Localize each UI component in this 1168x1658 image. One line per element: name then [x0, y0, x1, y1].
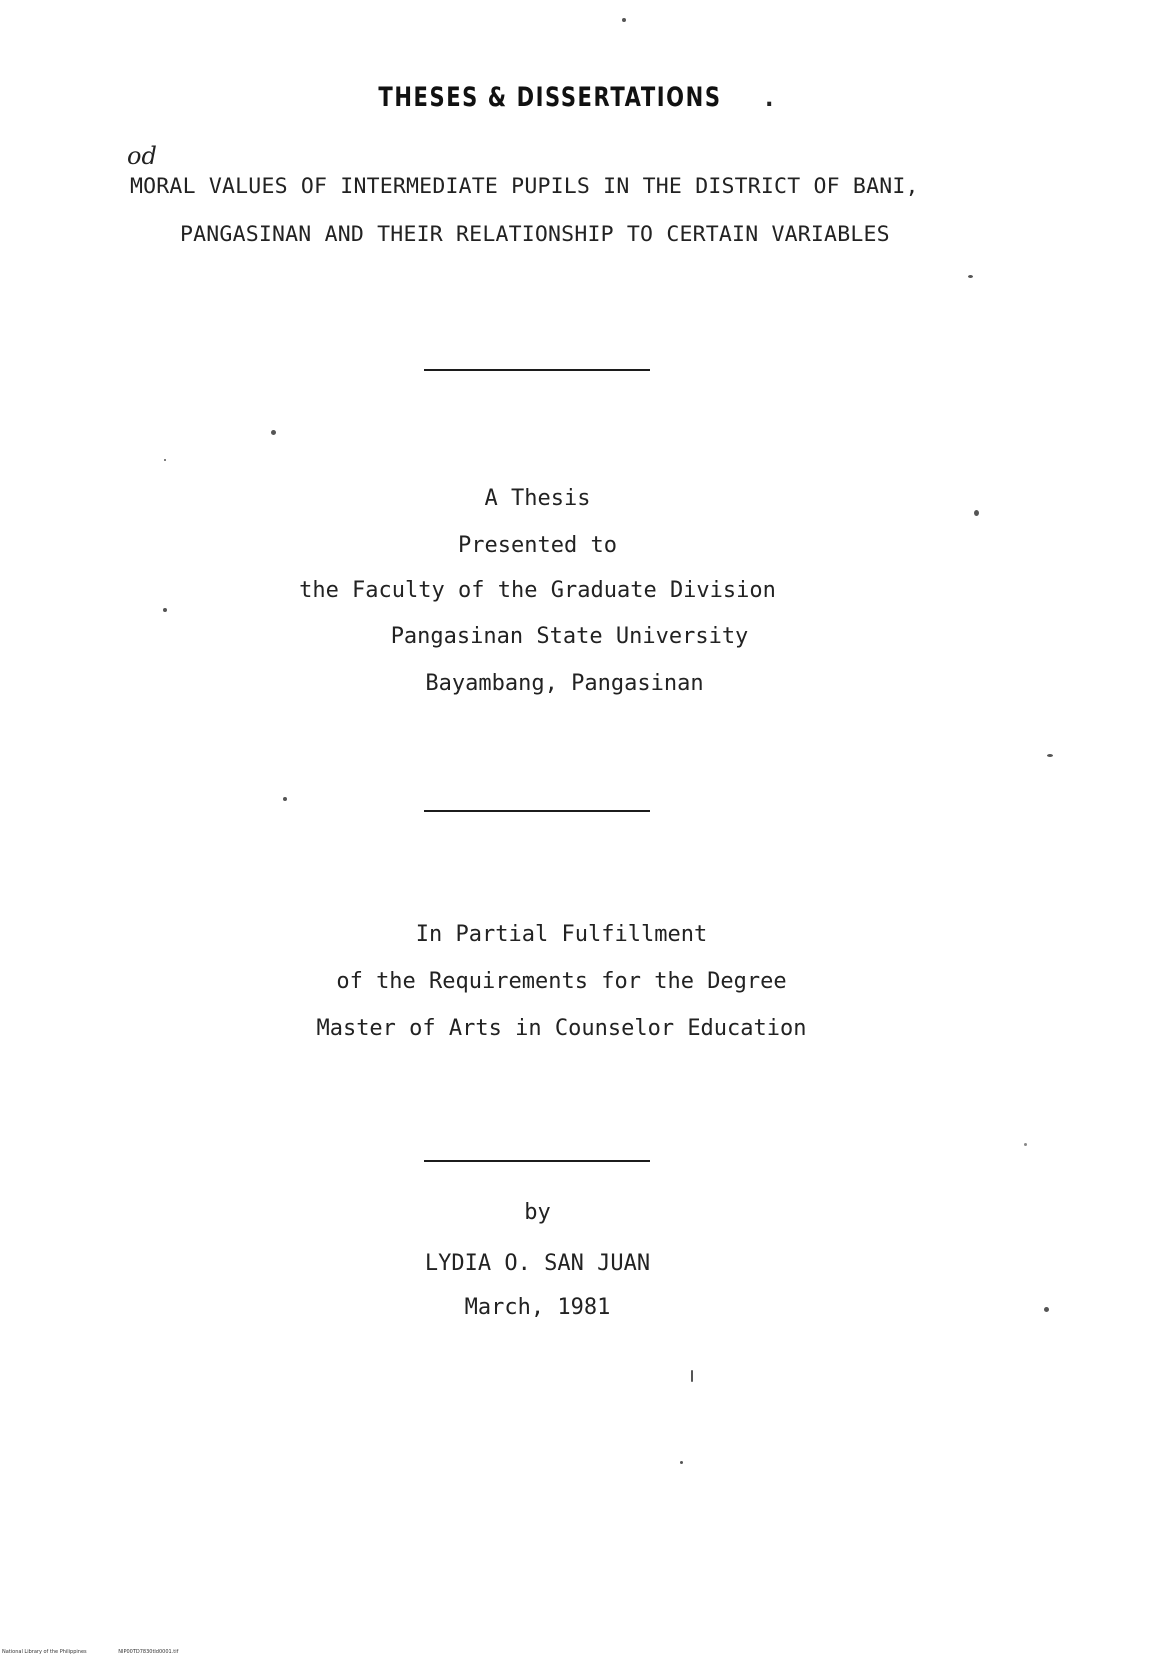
presentation-line-5: Bayambang, Pangasinan: [425, 671, 704, 696]
thesis-title-line-1: MORAL VALUES OF INTERMEDIATE PUPILS IN THE DISTRICT OF BANI,: [130, 174, 919, 199]
speck: [968, 275, 973, 278]
speck: [1044, 1307, 1049, 1312]
speck: [163, 608, 167, 612]
speck: [974, 510, 979, 516]
footer-library: National Library of the Philippines: [2, 1649, 87, 1655]
speck: [691, 1370, 693, 1382]
speck: [622, 18, 626, 22]
fulfillment-line-1: In Partial Fulfillment: [415, 922, 708, 947]
by-label: by: [524, 1200, 551, 1225]
speck: [680, 1461, 683, 1464]
speck: [271, 430, 276, 435]
fulfillment-line-2: of the Requirements for the Degree: [336, 969, 787, 994]
fulfillment-line-3: Master of Arts in Counselor Education: [316, 1016, 807, 1041]
presentation-line-2: Presented to: [458, 533, 617, 558]
speck: [1024, 1143, 1027, 1146]
stamp-dot: .: [762, 84, 777, 112]
handwritten-annotation: od: [127, 142, 157, 170]
speck: [164, 459, 166, 461]
presentation-line-3: the Faculty of the Graduate Division: [299, 578, 776, 603]
speck: [1047, 754, 1053, 757]
theses-dissertations-stamp: THESES & DISSERTATIONS: [378, 82, 722, 113]
speck: [283, 797, 287, 801]
presentation-line-4: Pangasinan State University: [390, 624, 749, 649]
footer-file-id: NIP00TD7830tld0001.tif: [118, 1649, 179, 1655]
presentation-line-1: A Thesis: [484, 486, 591, 511]
thesis-date: March, 1981: [464, 1295, 611, 1320]
author-name: LYDIA O. SAN JUAN: [424, 1251, 651, 1276]
scan-footer: [2, 1649, 208, 1655]
thesis-title-line-2: PANGASINAN AND THEIR RELATIONSHIP TO CERTAIN VARIABLES: [180, 222, 890, 247]
